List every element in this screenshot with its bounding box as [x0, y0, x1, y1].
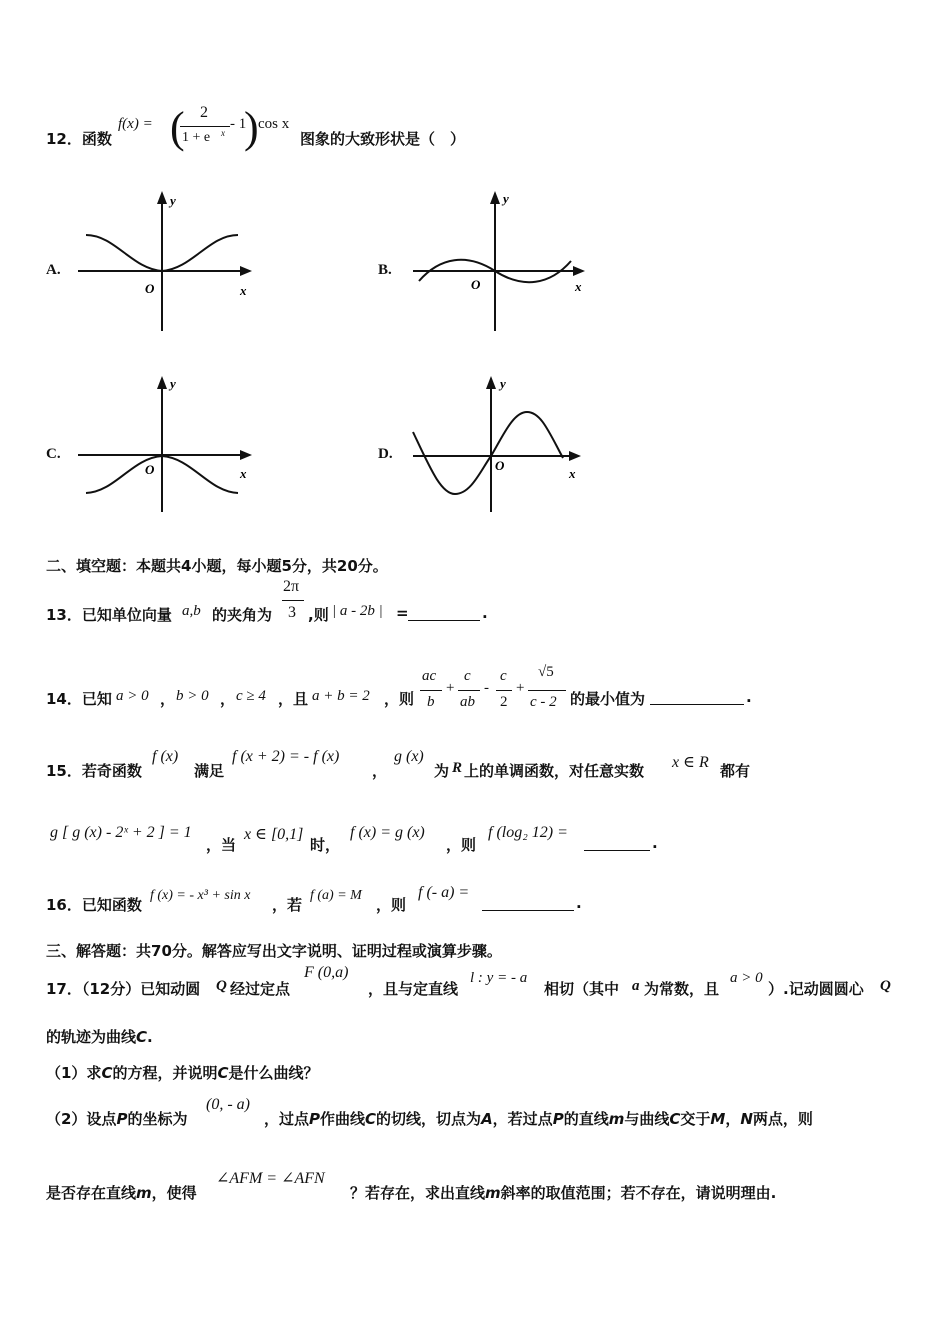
x-axis-label: x: [240, 466, 247, 481]
option-a-graph: [70, 185, 260, 335]
y-axis-label: y: [503, 191, 509, 206]
q12-number: 12．函数: [46, 130, 112, 148]
y-axis-label: y: [170, 376, 176, 391]
option-a-label: A.: [46, 262, 61, 278]
y-axis-label: y: [500, 376, 506, 391]
option-d-graph: [405, 370, 595, 520]
x-axis-label: x: [575, 279, 582, 294]
origin-label: O: [145, 281, 155, 296]
option-c-label: C.: [46, 446, 61, 462]
q17-line-2: 的轨迹为曲线C.: [46, 1028, 153, 1046]
option-c-graph: [70, 370, 260, 520]
origin-label: O: [471, 277, 481, 292]
section-2-heading: 二、填空题：本题共4小题，每小题5分，共20分。: [46, 557, 388, 575]
option-d-label: D.: [378, 446, 393, 462]
y-axis-label: y: [170, 193, 176, 208]
origin-label: O: [495, 458, 505, 473]
option-b-graph: [405, 185, 595, 335]
x-axis-label: x: [569, 466, 576, 481]
option-b-label: B.: [378, 262, 392, 278]
q12-question-tail: 图象的大致形状是（ ）: [300, 130, 466, 148]
origin-label: O: [145, 462, 155, 477]
section-3-heading: 三、解答题：共70分。解答应写出文字说明、证明过程或演算步骤。: [46, 942, 502, 960]
x-axis-label: x: [240, 283, 247, 298]
q17-part-1: （1）求C的方程，并说明C是什么曲线？: [46, 1064, 319, 1082]
